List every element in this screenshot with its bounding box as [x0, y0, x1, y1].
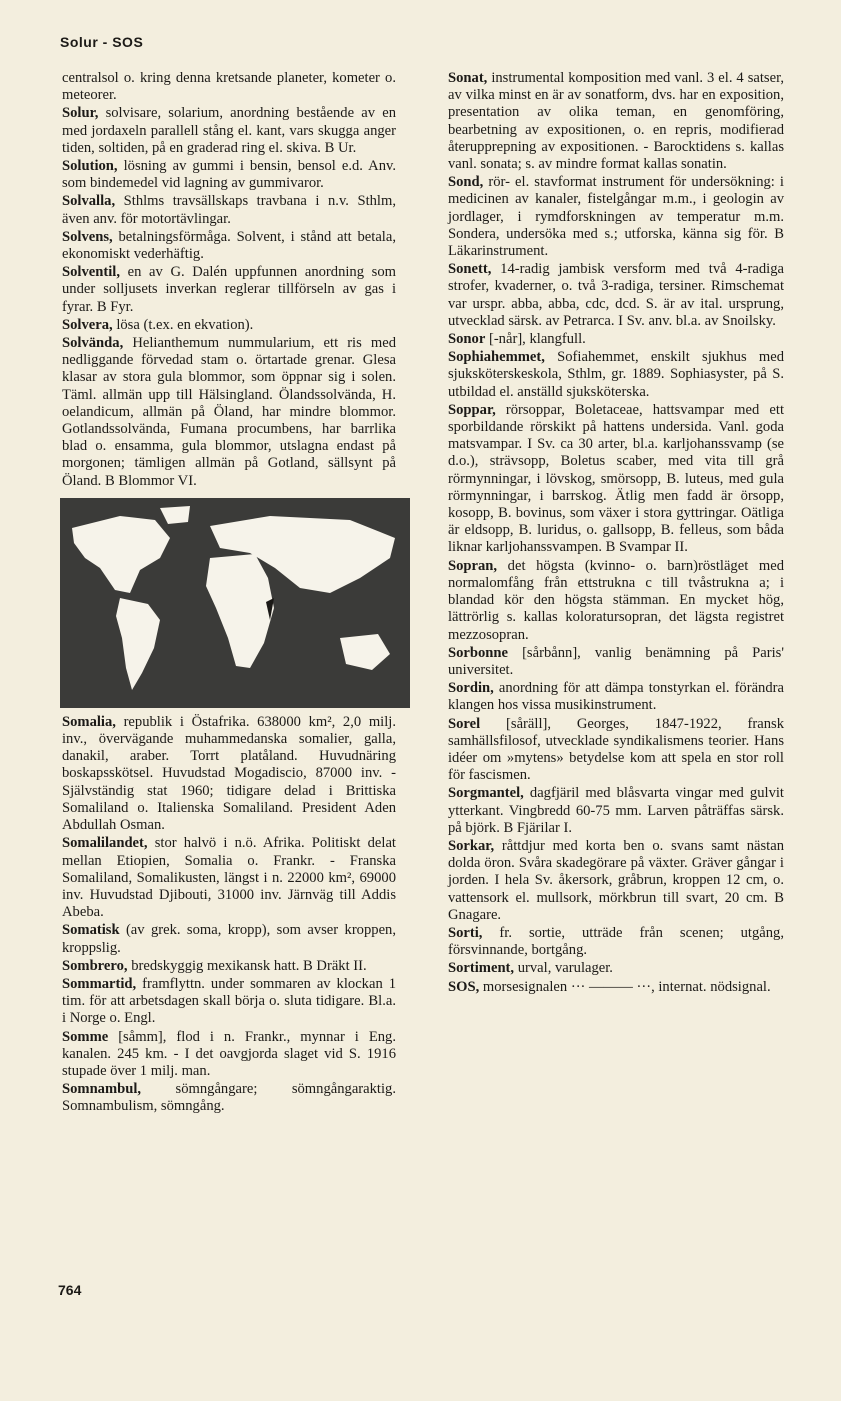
- entry: centralsol o. kring denna kretsande planeter, kometer o. meteorer.: [62, 70, 396, 104]
- entry: Solvända, Helianthemum nummularium, ett ris med nedliggande förvedad stam o. örtartade grenar. Glesa klasar av stora gula blommor, som öppnar sig i solen. Täml. allmän upp till Hälsingland. Ölandssolvända, H. oelandicum, allmän på Öland, har mindre blommor. Gotlandssolvända, Fumana procumbens, har barrlika blad o. ensamma, gula blommor, utslagna endast på morgonen; tämligen allmän på Gotland, sällsynt på Öland. B Blommor VI.: [62, 335, 396, 489]
- entry: Sombrero, bredskyggig mexikansk hatt. B Dräkt II.: [62, 957, 367, 974]
- entry: Sordin, anordning för att dämpa tonstyrkan el. förändra klangen hos vissa musikinstrument.: [448, 680, 784, 714]
- entry: Solvera, lösa (t.ex. en ekvation).: [62, 316, 254, 333]
- entry: Sond, rör- el. stavformat instrument för undersökning: i medicinen av kanaler, fistelgångar m.m., i geologin av jordlager, i rymdforskningen av temperatur m.m. Sondera, undersöka med s.; utforska, känna sig för. B Läkarinstrument.: [448, 174, 784, 260]
- left-column: [62, 70, 396, 1117]
- entry: Sonat, instrumental komposition med vanl. 3 el. 4 satser, av vilka minst en är av sonatform, dvs. har en exposition, presentation av olika teman, en genomföring, bearbetning av expositionen, o. en repris, modifierad återupprepning av expositionen. - Barocktidens s. kallas vanl. sonata; s. av mindre format kallas sonatin.: [448, 70, 784, 173]
- entry: Sorel [såräll], Georges, 1847-1922, fransk samhällsfilosof, utvecklade syndikalismens teorier. Hans idéer om »mytens» betydelse kom att spela en stor roll för fascismen.: [448, 715, 784, 784]
- entry: Somalilandet, stor halvö i n.ö. Afrika. Politiskt delat mellan Etiopien, Somalia o. Frankr. - Franska Somaliland, Somalikusten, längst i n. 22000 km², 69000 inv. Huvudstad Djibouti, 31000 inv. Järnväg till Addis Abeba.: [62, 835, 396, 921]
- entry: Sommartid, framflyttn. under sommaren av klockan 1 tim. för att arbetsdagen skall börja o. sluta tidigare. Bl.a. i Norge o. Engl.: [62, 975, 396, 1027]
- entry: Somnambul, sömngångare; sömngångaraktig. Somnambulism, sömngång.: [62, 1081, 396, 1115]
- entry: Somme [såmm], flod i n. Frankr., mynnar i Eng. kanalen. 245 km. - I det oavgjorda slaget vid S. 1916 stupade över 1 milj. man.: [62, 1028, 396, 1079]
- entry: Solution, lösning av gummi i bensin, bensol e.d. Anv. som bindemedel vid lagning av gummivaror.: [62, 158, 396, 192]
- right-column: [448, 70, 784, 997]
- entry: Somatisk (av grek. soma, kropp), som avser kroppen, kroppslig.: [62, 922, 396, 956]
- entry: Sopran, det högsta (kvinno- o. barn)röstläget med normalomfång från ettstrukna c till tvåstrukna a; i blandad kör den högsta stämman. En mycket hög, lättrörlig s. kallas koloratursopran, det lägsta registret mezzosopran.: [448, 557, 784, 643]
- entry: Sorbonne [sårbånn], vanlig benämning på Paris' universitet.: [448, 644, 784, 678]
- entry: Sorgmantel, dagfjäril med blåsvarta vingar med gulvit ytterkant. Vingbredd 60-75 mm. Larven påträffas särsk. på björk. B Fjärilar I.: [448, 785, 784, 836]
- running-head: Solur - SOS: [60, 34, 144, 50]
- entry: Sortiment, urval, varulager.: [448, 960, 613, 977]
- entry: Sorkar, råttdjur med korta ben o. svans samt nästan dolda öron. Svåra skadegörare på växter. Gräver gångar i jorden. I hela Sv. åkersork, gråbrun, kroppen 12 cm, o. vattensork el. mullsork, mörkbrun till svart, 20 cm. B Gnagare.: [448, 837, 784, 923]
- entry: SOS, morsesignalen ··· ——— ···, internat. nödsignal.: [448, 978, 771, 995]
- entry: Sophiahemmet, Sofiahemmet, enskilt sjukhus med sjuksköterskeskola, Sthlm, gr. 1889. Sophiasyster, på S. utbildad el. anställd sjuksköterska.: [448, 349, 784, 400]
- entry: Solventil, en av G. Dalén uppfunnen anordning som under solljusets inverkan reglerar tillförseln av gas i fyrar. B Fyr.: [62, 264, 396, 315]
- entry: Solvens, betalningsförmåga. Solvent, i stånd att betala, ekonomiskt vederhäftig.: [62, 228, 396, 263]
- entry: Sonor [-når], klangfull.: [448, 331, 586, 348]
- entry: Solvalla, Sthlms travsällskaps travbana i n.v. Sthlm, även anv. för motortävlingar.: [62, 193, 396, 227]
- page-number: 764: [58, 1282, 82, 1298]
- world-map-figure: [60, 498, 410, 708]
- entry: Solur, solvisare, solarium, anordning bestående av en med jordaxeln parallell stång el. kant, vars skugga anger tiden, soltiden, på en graderad ring el. skiva. B Ur.: [62, 105, 396, 156]
- entry: Somalia, republik i Östafrika. 638000 km², 2,0 milj. inv., övervägande muhammedanska somalier, galla, danakil, araber. Torrt platåland. Huvudnäring boskapsskötsel. Huvudstad Mogadiscio, 87000 inv. - Självständig stat 1960; tidigare delad i Brittiska Somaliland o. Italienska Somaliland. President Aden Abdullah Osman.: [62, 713, 396, 834]
- entry: Sonett, 14-radig jambisk versform med två 4-radiga strofer, kvaderner, o. två 3-radiga, tersiner. Rimschemat var urspr. abba, abba, cdc, dcd. S. är av ital. ursprung, utvecklad särsk. av Petrarca. I Sv. anv. bl.a. av Snoilsky.: [448, 261, 784, 329]
- entry: Sorti, fr. sortie, utträde från scenen; utgång, försvinnande, bortgång.: [448, 924, 784, 959]
- entry: Soppar, rörsoppar, Boletaceae, hattsvampar med ett sporbildande rörskikt på hattens undersida. Vanl. goda matsvampar. I Sv. ca 30 arter, bl.a. karljohanssvamp (se d.o.), strävsopp, Boletus scaber, med vita till grå rörmynningar, i lövskog, smörsopp, B. luteus, med gula rörmynningar, i barrskog. Ätlig men fadd är örsopp, kosopp, B. bovinus, som växer i stora gyttringar. Oätliga är eldsopp, B. luridus, o. gallsopp, B. felleus, som båda liknar karljohanssvampen. B Svampar II.: [448, 401, 784, 556]
